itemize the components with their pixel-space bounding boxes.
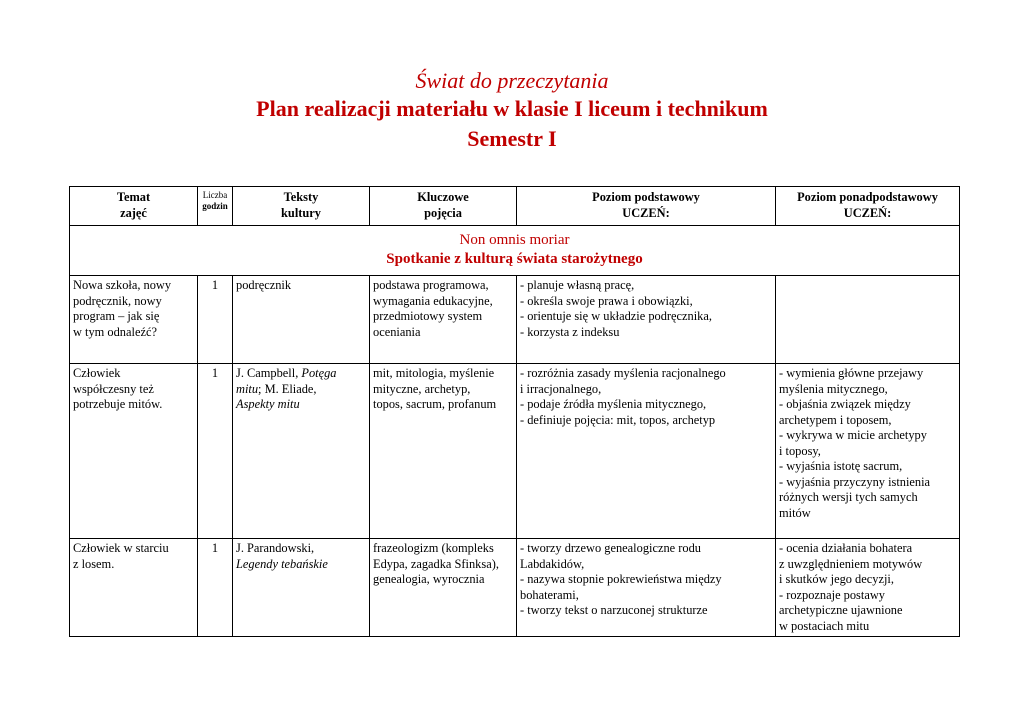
table-row — [70, 276, 960, 364]
cell-teksty: podręcznik — [233, 276, 370, 364]
cell-hours: 1 — [198, 276, 233, 364]
cell-pojecia: mit, mitologia, myślenie mityczne, archetyp, topos, sacrum, profanum — [370, 364, 517, 539]
cell-teksty: J. Parandowski, Legendy tebańskie — [233, 539, 370, 637]
column-header-liczba: Liczba godzin — [198, 187, 233, 226]
section-title: Non omnis moriar — [459, 232, 570, 248]
cell-podstawowy: - rozróżnia zasady myślenia racjonalnego i irracjonalnego, - podaje źródła myślenia mitycznego, - definiuje pojęcia: mit, topos, archetyp — [517, 364, 776, 539]
column-header-podstawowy: Poziom podstawowy UCZEŃ: — [517, 187, 776, 226]
column-header-ponadpodstawowy: Poziom ponadpodstawowy UCZEŃ: — [776, 187, 960, 226]
cell-ponadpodstawowy: - wymienia główne przejawy myślenia mitycznego, - objaśnia związek między archetypem i toposem, - wykrywa w micie archetypy i toposy, - wyjaśnia istotę sacrum, - wyjaśnia przyczyny istnienia różnych wersji tych samych mitów — [776, 364, 960, 539]
cell-pojecia: podstawa programowa, wymagania edukacyjne, przedmiotowy system oceniania — [370, 276, 517, 364]
cell-podstawowy: - tworzy drzewo genealogiczne rodu Labdakidów, - nazywa stopnie pokrewieństwa między bohaterami, - tworzy tekst o narzuconej strukturze — [517, 539, 776, 637]
cell-hours: 1 — [198, 364, 233, 539]
table-header-row — [70, 187, 960, 226]
table-row — [70, 539, 960, 637]
column-header-teksty: Teksty kultury — [233, 187, 370, 226]
cell-temat: Nowa szkoła, nowy podręcznik, nowy program – jak się w tym odnaleźć? — [70, 276, 198, 364]
document-title: Świat do przeczytania — [415, 68, 609, 93]
column-header-temat: Temat zajęć — [70, 187, 198, 226]
section-subtitle: Spotkanie z kulturą świata starożytnego — [386, 251, 643, 267]
curriculum-table — [69, 186, 960, 637]
semester-heading: Semestr I — [467, 126, 557, 151]
section-row — [70, 226, 960, 276]
section-cell — [70, 226, 960, 276]
cell-teksty: J. Campbell, Potęga mitu; M. Eliade, Aspekty mitu — [233, 364, 370, 539]
document-subtitle: Plan realizacji materiału w klasie I liceum i technikum — [256, 96, 768, 121]
table-row — [70, 364, 960, 539]
cell-podstawowy: - planuje własną pracę, - określa swoje prawa i obowiązki, - orientuje się w układzie podręcznika, - korzysta z indeksu — [517, 276, 776, 364]
cell-pojecia: frazeologizm (kompleks Edypa, zagadka Sfinksa), genealogia, wyrocznia — [370, 539, 517, 637]
cell-temat: Człowiek współczesny też potrzebuje mitów. — [70, 364, 198, 539]
cell-ponadpodstawowy — [776, 276, 960, 364]
cell-hours: 1 — [198, 539, 233, 637]
cell-ponadpodstawowy: - ocenia działania bohatera z uwzględnieniem motywów i skutków jego decyzji, - rozpoznaje postawy archetypiczne ujawnione w postaciach mitu — [776, 539, 960, 637]
column-header-pojecia: Kluczowe pojęcia — [370, 187, 517, 226]
cell-temat: Człowiek w starciu z losem. — [70, 539, 198, 637]
